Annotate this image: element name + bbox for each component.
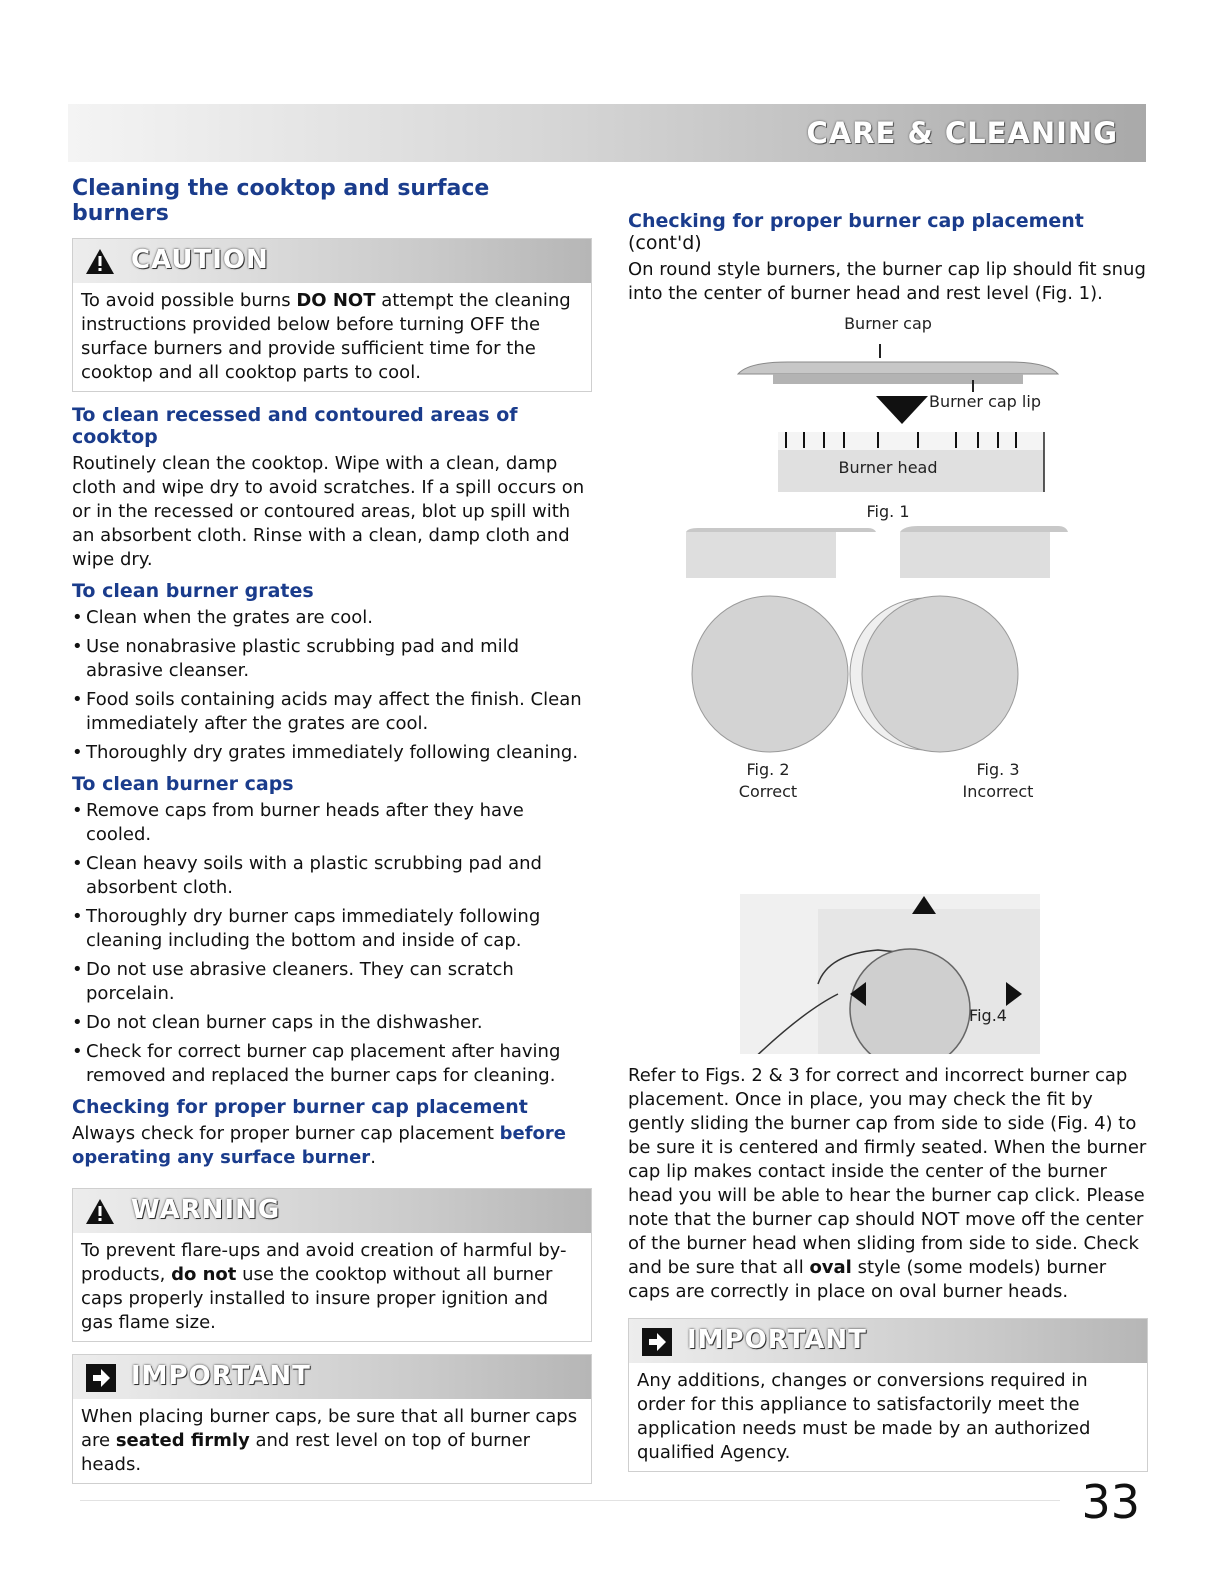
recessed-heading: To clean recessed and contoured areas of cooktop — [72, 404, 518, 448]
burner-head-label: Burner head — [838, 458, 938, 477]
warning-triangle-icon — [85, 1197, 115, 1229]
grates-list — [72, 606, 592, 765]
fig2-caption: Fig. 2 — [746, 760, 790, 779]
burner-figures — [628, 314, 1148, 1054]
caution-box — [72, 238, 592, 392]
list-item: • Remove caps from burner heads after they have cooled. — [72, 799, 592, 847]
placement-heading: Checking for proper burner cap placement — [72, 1096, 528, 1118]
page-number: 33 — [1081, 1475, 1140, 1529]
arrow-right-icon — [641, 1327, 673, 1361]
important-label: IMPORTANT — [131, 1361, 311, 1391]
important-label: IMPORTANT — [687, 1325, 867, 1355]
section-title: CARE & CLEANING — [806, 116, 1118, 150]
arrow-right-icon — [85, 1363, 117, 1397]
caps-heading: To clean burner caps — [72, 773, 294, 795]
placement-text: Always check for proper burner cap placement before operating any surface burner. — [72, 1123, 566, 1168]
caution-text: To avoid possible burns DO NOT attempt the cleaning instructions provided below before turning OFF the surface burners and provide sufficient time for the cooktop and all cooktop parts to cool. — [81, 290, 571, 383]
fig4-illustration — [738, 894, 1040, 1054]
figures-area — [628, 314, 1148, 1054]
recessed-text: Routinely clean the cooktop. Wipe with a clean, damp cloth and wipe dry to avoid scratches. If a spill occurs on or in the recessed or contoured areas, blot up spill with an absorbent cloth. Rinse with a clean, damp cloth and wipe dry. — [72, 453, 585, 570]
fig4-caption: Fig.4 — [969, 1006, 1007, 1025]
list-item: • Thoroughly dry burner caps immediately following cleaning including the bottom and inside of cap. — [72, 905, 592, 953]
list-item: • Clean heavy soils with a plastic scrubbing pad and absorbent cloth. — [72, 852, 592, 900]
section-banner — [68, 104, 1146, 162]
burner-cap-lip-label: Burner cap lip — [929, 392, 1041, 411]
warning-header — [73, 1189, 591, 1233]
burner-cap-label: Burner cap — [844, 314, 932, 333]
list-item: • Clean when the grates are cool. — [72, 606, 592, 630]
important-header — [629, 1319, 1147, 1363]
fig3-status: Incorrect — [962, 782, 1034, 801]
intro-text: On round style burners, the burner cap lip should fit snug into the center of burner head and rest level (Fig. 1). — [628, 259, 1146, 304]
grates-heading: To clean burner grates — [72, 580, 314, 602]
caps-list — [72, 799, 592, 1088]
caution-label: CAUTION — [131, 245, 269, 275]
list-item: • Use nonabrasive plastic scrubbing pad and mild abrasive cleanser. — [72, 635, 592, 683]
warning-text: To prevent flare-ups and avoid creation of harmful by-products, do not use the cooktop without all burner caps properly installed to insure proper ignition and gas flame size. — [81, 1240, 567, 1333]
list-item: • Do not clean burner caps in the dishwasher. — [72, 1011, 592, 1035]
left-column — [72, 176, 592, 1496]
important-box-left — [72, 1354, 592, 1484]
fig2-fig3-illustration — [686, 526, 1068, 752]
refer-text: Refer to Figs. 2 & 3 for correct and incorrect burner cap placement. Once in place, you may check the fit by gently sliding the burner cap from side to side (Fig. 4) to be sure it is centered and firmly seated. When the burner cap lip makes contact inside the center of the burner head you will be able to hear the burner cap click. Please note that the burner cap should NOT move off the center of the burner head when sliding from side to side. Check and be sure that all oval style (some models) burner caps are correctly in place on oval burner heads. — [628, 1065, 1147, 1302]
warning-label: WARNING — [131, 1195, 281, 1225]
fig2-status: Correct — [738, 782, 798, 801]
placement-cont-heading: Checking for proper burner cap placement (cont'd) — [628, 210, 1084, 254]
important-text: Any additions, changes or conversions required in order for this appliance to satisfactorily meet the application needs must be made by an authorized qualified Agency. — [637, 1370, 1091, 1463]
list-item: • Thoroughly dry grates immediately following cleaning. — [72, 741, 592, 765]
important-text: When placing burner caps, be sure that all burner caps are seated firmly and rest level on top of burner heads. — [81, 1406, 578, 1475]
caution-header — [73, 239, 591, 283]
fig1-caption: Fig. 1 — [866, 502, 910, 521]
warning-box — [72, 1188, 592, 1342]
warning-triangle-icon — [85, 247, 115, 279]
important-header — [73, 1355, 591, 1399]
fig3-caption: Fig. 3 — [976, 760, 1020, 779]
list-item: • Food soils containing acids may affect the finish. Clean immediately after the grates are cool. — [72, 688, 592, 736]
page-heading: Cleaning the cooktop and surface burners — [72, 176, 490, 226]
right-column — [628, 210, 1148, 1484]
footer-rule — [80, 1500, 1060, 1501]
list-item: • Do not use abrasive cleaners. They can scratch porcelain. — [72, 958, 592, 1006]
important-box-right — [628, 1318, 1148, 1472]
list-item: • Check for correct burner cap placement after having removed and replaced the burner caps for cleaning. — [72, 1040, 592, 1088]
